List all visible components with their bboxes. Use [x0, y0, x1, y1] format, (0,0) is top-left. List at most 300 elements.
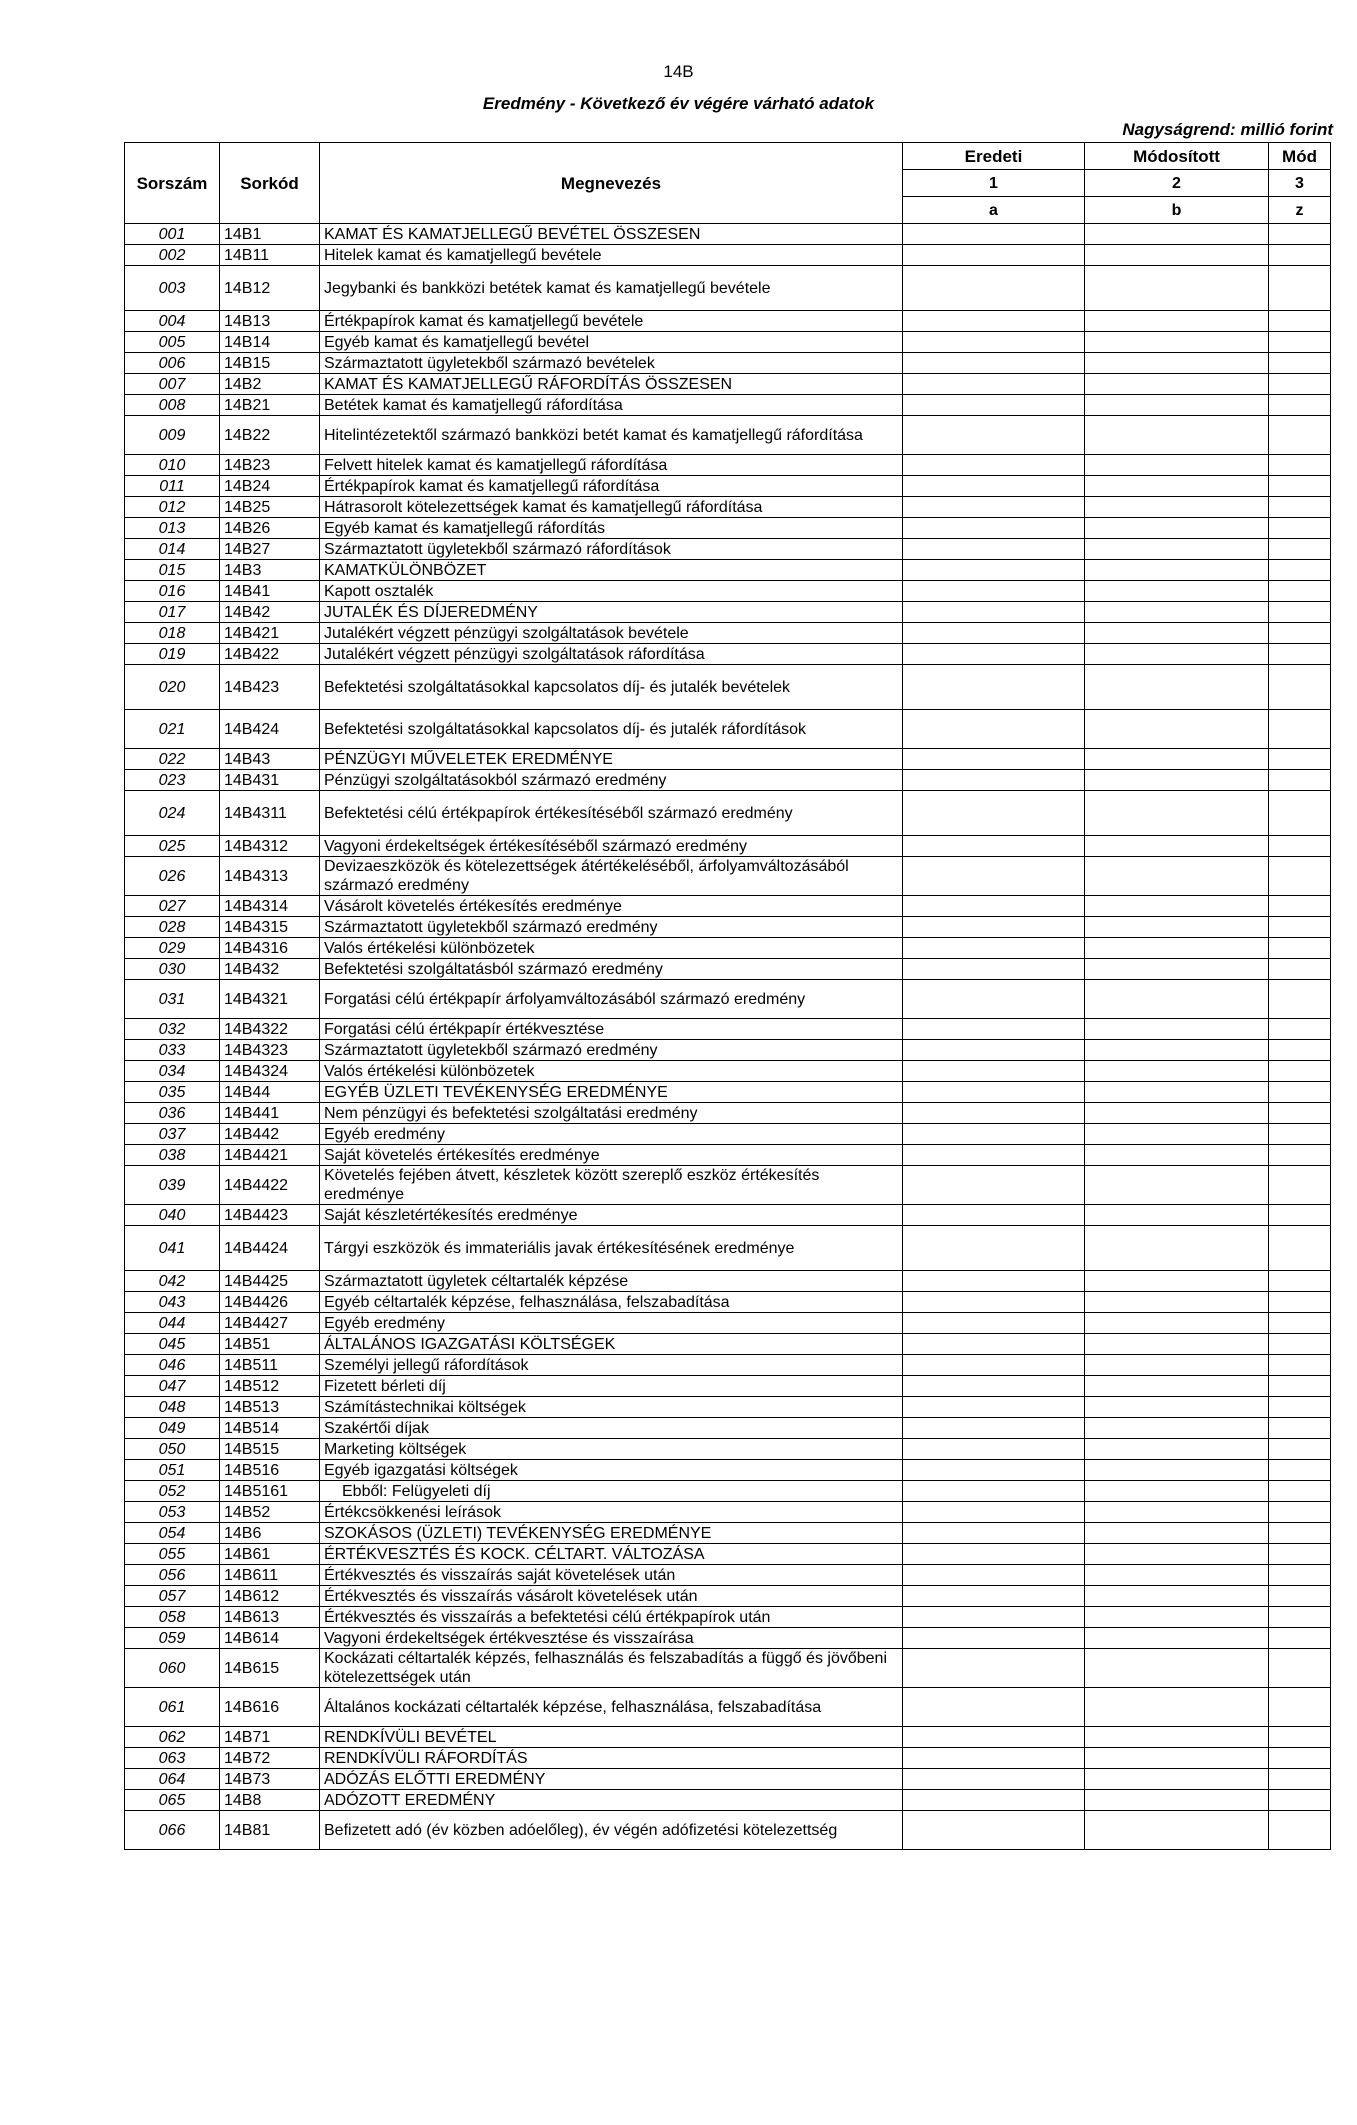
value-cell-modositott[interactable] — [1085, 1061, 1269, 1082]
table-row — [125, 1649, 1331, 1688]
value-cell-modositott[interactable] — [1085, 539, 1269, 560]
value-cell-modositott[interactable] — [1085, 836, 1269, 857]
value-cell-eredeti[interactable] — [903, 710, 1085, 749]
table-row — [125, 959, 1331, 980]
row-code: 14B4421 — [220, 1145, 320, 1166]
value-cell-eredeti[interactable] — [903, 1523, 1085, 1544]
row-name: ÁLTALÁNOS IGAZGATÁSI KÖLTSÉGEK — [320, 1334, 903, 1355]
value-cell-modositott[interactable] — [1085, 1460, 1269, 1481]
value-cell-mod[interactable] — [1269, 1523, 1331, 1544]
value-cell-mod[interactable] — [1269, 1334, 1331, 1355]
table-row — [125, 749, 1331, 770]
row-number: 004 — [125, 311, 220, 332]
row-number: 052 — [125, 1481, 220, 1502]
value-cell-eredeti[interactable] — [903, 896, 1085, 917]
table-row — [125, 332, 1331, 353]
table-row — [125, 665, 1331, 710]
value-cell-modositott[interactable] — [1085, 1481, 1269, 1502]
value-cell-eredeti[interactable] — [903, 1292, 1085, 1313]
table-row — [125, 623, 1331, 644]
value-cell-mod[interactable] — [1269, 749, 1331, 770]
value-cell-mod[interactable] — [1269, 1628, 1331, 1649]
header-eredeti: Eredeti — [903, 143, 1085, 170]
value-cell-mod[interactable] — [1269, 1586, 1331, 1607]
value-cell-modositott[interactable] — [1085, 374, 1269, 395]
value-cell-modositott[interactable] — [1085, 1688, 1269, 1727]
value-cell-eredeti[interactable] — [903, 1649, 1085, 1688]
value-cell-mod[interactable] — [1269, 623, 1331, 644]
value-cell-mod[interactable] — [1269, 644, 1331, 665]
value-cell-mod[interactable] — [1269, 332, 1331, 353]
value-cell-mod[interactable] — [1269, 857, 1331, 896]
value-cell-modositott[interactable] — [1085, 1271, 1269, 1292]
row-code: 14B4426 — [220, 1292, 320, 1313]
value-cell-modositott[interactable] — [1085, 581, 1269, 602]
value-cell-eredeti[interactable] — [903, 560, 1085, 581]
value-cell-modositott[interactable] — [1085, 602, 1269, 623]
value-cell-eredeti[interactable] — [903, 1040, 1085, 1061]
table-row — [125, 1688, 1331, 1727]
value-cell-eredeti[interactable] — [903, 1397, 1085, 1418]
value-cell-modositott[interactable] — [1085, 623, 1269, 644]
value-cell-eredeti[interactable] — [903, 1586, 1085, 1607]
row-code: 14B616 — [220, 1688, 320, 1727]
table-row — [125, 770, 1331, 791]
value-cell-mod[interactable] — [1269, 1145, 1331, 1166]
value-cell-modositott[interactable] — [1085, 1523, 1269, 1544]
header-col-letter: b — [1085, 197, 1269, 224]
value-cell-modositott[interactable] — [1085, 1586, 1269, 1607]
value-cell-modositott[interactable] — [1085, 476, 1269, 497]
row-code: 14B3 — [220, 560, 320, 581]
row-number: 035 — [125, 1082, 220, 1103]
row-name: Betétek kamat és kamatjellegű ráfordítása — [320, 395, 903, 416]
value-cell-mod[interactable] — [1269, 1460, 1331, 1481]
value-cell-eredeti[interactable] — [903, 1019, 1085, 1040]
value-cell-eredeti[interactable] — [903, 1205, 1085, 1226]
table-row — [125, 1313, 1331, 1334]
value-cell-mod[interactable] — [1269, 497, 1331, 518]
value-cell-modositott[interactable] — [1085, 1040, 1269, 1061]
row-number: 041 — [125, 1226, 220, 1271]
value-cell-eredeti[interactable] — [903, 311, 1085, 332]
header-sorszam: Sorszám — [125, 143, 220, 224]
row-number: 046 — [125, 1355, 220, 1376]
value-cell-modositott[interactable] — [1085, 1544, 1269, 1565]
row-number: 033 — [125, 1040, 220, 1061]
row-code: 14B81 — [220, 1811, 320, 1850]
value-cell-eredeti[interactable] — [903, 1460, 1085, 1481]
value-cell-modositott[interactable] — [1085, 1205, 1269, 1226]
value-cell-mod[interactable] — [1269, 1748, 1331, 1769]
row-code: 14B61 — [220, 1544, 320, 1565]
row-name: RENDKÍVÜLI RÁFORDÍTÁS — [320, 1748, 903, 1769]
table-row — [125, 581, 1331, 602]
value-cell-mod[interactable] — [1269, 224, 1331, 245]
value-cell-eredeti[interactable] — [903, 602, 1085, 623]
value-cell-eredeti[interactable] — [903, 917, 1085, 938]
value-cell-modositott[interactable] — [1085, 896, 1269, 917]
value-cell-mod[interactable] — [1269, 1082, 1331, 1103]
value-cell-eredeti[interactable] — [903, 1790, 1085, 1811]
value-cell-mod[interactable] — [1269, 539, 1331, 560]
table-row — [125, 560, 1331, 581]
row-name: Befektetési szolgáltatásból származó eredmény — [320, 959, 903, 980]
row-number: 020 — [125, 665, 220, 710]
value-cell-modositott[interactable] — [1085, 455, 1269, 476]
value-cell-mod[interactable] — [1269, 938, 1331, 959]
row-name: Kapott osztalék — [320, 581, 903, 602]
value-cell-eredeti[interactable] — [903, 749, 1085, 770]
value-cell-mod[interactable] — [1269, 1271, 1331, 1292]
row-code: 14B4422 — [220, 1166, 320, 1205]
table-row — [125, 1205, 1331, 1226]
value-cell-mod[interactable] — [1269, 1418, 1331, 1439]
value-cell-modositott[interactable] — [1085, 1124, 1269, 1145]
value-cell-modositott[interactable] — [1085, 1727, 1269, 1748]
row-number: 031 — [125, 980, 220, 1019]
value-cell-mod[interactable] — [1269, 917, 1331, 938]
row-code: 14B515 — [220, 1439, 320, 1460]
value-cell-modositott[interactable] — [1085, 791, 1269, 836]
row-name: Személyi jellegű ráfordítások — [320, 1355, 903, 1376]
value-cell-eredeti[interactable] — [903, 1226, 1085, 1271]
value-cell-modositott[interactable] — [1085, 1019, 1269, 1040]
table-row — [125, 1607, 1331, 1628]
value-cell-modositott[interactable] — [1085, 959, 1269, 980]
value-cell-eredeti[interactable] — [903, 1313, 1085, 1334]
value-cell-modositott[interactable] — [1085, 710, 1269, 749]
row-number: 028 — [125, 917, 220, 938]
value-cell-modositott[interactable] — [1085, 980, 1269, 1019]
value-cell-eredeti[interactable] — [903, 1061, 1085, 1082]
table-row — [125, 938, 1331, 959]
value-cell-eredeti[interactable] — [903, 1811, 1085, 1850]
table-row — [125, 1460, 1331, 1481]
row-number: 002 — [125, 245, 220, 266]
value-cell-mod[interactable] — [1269, 416, 1331, 455]
row-code: 14B1 — [220, 224, 320, 245]
value-cell-eredeti[interactable] — [903, 1334, 1085, 1355]
value-cell-eredeti[interactable] — [903, 1481, 1085, 1502]
value-cell-eredeti[interactable] — [903, 476, 1085, 497]
row-number: 040 — [125, 1205, 220, 1226]
value-cell-mod[interactable] — [1269, 1355, 1331, 1376]
value-cell-modositott[interactable] — [1085, 1811, 1269, 1850]
value-cell-eredeti[interactable] — [903, 224, 1085, 245]
value-cell-eredeti[interactable] — [903, 497, 1085, 518]
value-cell-eredeti[interactable] — [903, 980, 1085, 1019]
table-row — [125, 791, 1331, 836]
value-cell-eredeti[interactable] — [903, 836, 1085, 857]
value-cell-mod[interactable] — [1269, 374, 1331, 395]
value-cell-mod[interactable] — [1269, 1103, 1331, 1124]
value-cell-mod[interactable] — [1269, 1811, 1331, 1850]
value-cell-modositott[interactable] — [1085, 518, 1269, 539]
table-row — [125, 1166, 1331, 1205]
value-cell-eredeti[interactable] — [903, 1688, 1085, 1727]
row-name: Befektetési szolgáltatásokkal kapcsolatos díj- és jutalék bevételek — [320, 665, 903, 710]
row-name: Jutalékért végzett pénzügyi szolgáltatások bevétele — [320, 623, 903, 644]
row-name: Befektetési szolgáltatásokkal kapcsolatos díj- és jutalék ráfordítások — [320, 710, 903, 749]
table-row — [125, 1040, 1331, 1061]
value-cell-modositott[interactable] — [1085, 1418, 1269, 1439]
value-cell-modositott[interactable] — [1085, 497, 1269, 518]
value-cell-modositott[interactable] — [1085, 1790, 1269, 1811]
value-cell-mod[interactable] — [1269, 959, 1331, 980]
value-cell-mod[interactable] — [1269, 353, 1331, 374]
row-code: 14B516 — [220, 1460, 320, 1481]
value-cell-eredeti[interactable] — [903, 1355, 1085, 1376]
row-name: Forgatási célú értékpapír értékvesztése — [320, 1019, 903, 1040]
value-cell-eredeti[interactable] — [903, 539, 1085, 560]
value-cell-mod[interactable] — [1269, 665, 1331, 710]
value-cell-mod[interactable] — [1269, 1481, 1331, 1502]
value-cell-modositott[interactable] — [1085, 332, 1269, 353]
value-cell-modositott[interactable] — [1085, 560, 1269, 581]
value-cell-modositott[interactable] — [1085, 1769, 1269, 1790]
table-row — [125, 1334, 1331, 1355]
row-code: 14B21 — [220, 395, 320, 416]
row-number: 015 — [125, 560, 220, 581]
table-row — [125, 395, 1331, 416]
value-cell-modositott[interactable] — [1085, 1376, 1269, 1397]
value-cell-modositott[interactable] — [1085, 1502, 1269, 1523]
value-cell-mod[interactable] — [1269, 1124, 1331, 1145]
value-cell-mod[interactable] — [1269, 395, 1331, 416]
header-col-letter: a — [903, 197, 1085, 224]
value-cell-eredeti[interactable] — [903, 959, 1085, 980]
value-cell-eredeti[interactable] — [903, 1727, 1085, 1748]
value-cell-modositott[interactable] — [1085, 1439, 1269, 1460]
value-cell-eredeti[interactable] — [903, 245, 1085, 266]
value-cell-eredeti[interactable] — [903, 1628, 1085, 1649]
value-cell-mod[interactable] — [1269, 1166, 1331, 1205]
value-cell-mod[interactable] — [1269, 581, 1331, 602]
value-cell-mod[interactable] — [1269, 710, 1331, 749]
value-cell-mod[interactable] — [1269, 1040, 1331, 1061]
value-cell-mod[interactable] — [1269, 1727, 1331, 1748]
value-cell-eredeti[interactable] — [903, 1103, 1085, 1124]
value-cell-mod[interactable] — [1269, 1061, 1331, 1082]
row-name: Befizetett adó (év közben adóelőleg), év végén adófizetési kötelezettség — [320, 1811, 903, 1850]
value-cell-modositott[interactable] — [1085, 1226, 1269, 1271]
value-cell-eredeti[interactable] — [903, 1502, 1085, 1523]
value-cell-eredeti[interactable] — [903, 332, 1085, 353]
row-code: 14B13 — [220, 311, 320, 332]
row-code: 14B4314 — [220, 896, 320, 917]
value-cell-mod[interactable] — [1269, 1019, 1331, 1040]
value-cell-mod[interactable] — [1269, 1376, 1331, 1397]
row-number: 039 — [125, 1166, 220, 1205]
row-number: 022 — [125, 749, 220, 770]
value-cell-eredeti[interactable] — [903, 1418, 1085, 1439]
value-cell-mod[interactable] — [1269, 1688, 1331, 1727]
table-row — [125, 1544, 1331, 1565]
value-cell-mod[interactable] — [1269, 791, 1331, 836]
table-row — [125, 1103, 1331, 1124]
table-row — [125, 1418, 1331, 1439]
value-cell-mod[interactable] — [1269, 980, 1331, 1019]
value-cell-eredeti[interactable] — [903, 1145, 1085, 1166]
row-name: Származtatott ügyletekből származó eredmény — [320, 1040, 903, 1061]
value-cell-modositott[interactable] — [1085, 857, 1269, 896]
value-cell-modositott[interactable] — [1085, 1103, 1269, 1124]
row-name: KAMAT ÉS KAMATJELLEGŰ RÁFORDÍTÁS ÖSSZESEN — [320, 374, 903, 395]
value-cell-eredeti[interactable] — [903, 1565, 1085, 1586]
value-cell-eredeti[interactable] — [903, 395, 1085, 416]
table-row — [125, 836, 1331, 857]
value-cell-modositott[interactable] — [1085, 416, 1269, 455]
value-cell-mod[interactable] — [1269, 455, 1331, 476]
value-cell-eredeti[interactable] — [903, 770, 1085, 791]
value-cell-eredeti[interactable] — [903, 857, 1085, 896]
row-name: Számítástechnikai költségek — [320, 1397, 903, 1418]
value-cell-mod[interactable] — [1269, 518, 1331, 539]
value-cell-eredeti[interactable] — [903, 1769, 1085, 1790]
value-cell-mod[interactable] — [1269, 1544, 1331, 1565]
value-cell-modositott[interactable] — [1085, 1334, 1269, 1355]
value-cell-mod[interactable] — [1269, 836, 1331, 857]
value-cell-modositott[interactable] — [1085, 1649, 1269, 1688]
value-cell-modositott[interactable] — [1085, 266, 1269, 311]
value-cell-modositott[interactable] — [1085, 1145, 1269, 1166]
value-cell-mod[interactable] — [1269, 245, 1331, 266]
value-cell-mod[interactable] — [1269, 602, 1331, 623]
row-name: Vagyoni érdekeltségek értékvesztése és visszaírása — [320, 1628, 903, 1649]
value-cell-modositott[interactable] — [1085, 311, 1269, 332]
value-cell-modositott[interactable] — [1085, 1292, 1269, 1313]
row-number: 007 — [125, 374, 220, 395]
value-cell-mod[interactable] — [1269, 1502, 1331, 1523]
table-row — [125, 1292, 1331, 1313]
value-cell-eredeti[interactable] — [903, 581, 1085, 602]
row-name: Nem pénzügyi és befektetési szolgáltatási eredmény — [320, 1103, 903, 1124]
value-cell-mod[interactable] — [1269, 560, 1331, 581]
row-number: 057 — [125, 1586, 220, 1607]
row-code: 14B22 — [220, 416, 320, 455]
row-number: 013 — [125, 518, 220, 539]
value-cell-modositott[interactable] — [1085, 938, 1269, 959]
value-cell-eredeti[interactable] — [903, 374, 1085, 395]
table-row — [125, 1355, 1331, 1376]
value-cell-modositott[interactable] — [1085, 1355, 1269, 1376]
table-row — [125, 1502, 1331, 1523]
table-row — [125, 917, 1331, 938]
row-code: 14B12 — [220, 266, 320, 311]
row-code: 14B44 — [220, 1082, 320, 1103]
value-cell-mod[interactable] — [1269, 1397, 1331, 1418]
value-cell-mod[interactable] — [1269, 1769, 1331, 1790]
value-cell-eredeti[interactable] — [903, 791, 1085, 836]
row-name: Pénzügyi szolgáltatásokból származó eredmény — [320, 770, 903, 791]
value-cell-modositott[interactable] — [1085, 1748, 1269, 1769]
row-number: 048 — [125, 1397, 220, 1418]
value-cell-eredeti[interactable] — [903, 1271, 1085, 1292]
table-row — [125, 644, 1331, 665]
value-cell-eredeti[interactable] — [903, 416, 1085, 455]
value-cell-modositott[interactable] — [1085, 353, 1269, 374]
row-code: 14B4424 — [220, 1226, 320, 1271]
row-name: Marketing költségek — [320, 1439, 903, 1460]
value-cell-eredeti[interactable] — [903, 623, 1085, 644]
value-cell-mod[interactable] — [1269, 1205, 1331, 1226]
value-cell-modositott[interactable] — [1085, 395, 1269, 416]
value-cell-modositott[interactable] — [1085, 749, 1269, 770]
value-cell-mod[interactable] — [1269, 1292, 1331, 1313]
value-cell-mod[interactable] — [1269, 1226, 1331, 1271]
value-cell-modositott[interactable] — [1085, 1397, 1269, 1418]
header-sorkod: Sorkód — [220, 143, 320, 224]
value-cell-eredeti[interactable] — [903, 1082, 1085, 1103]
row-number: 009 — [125, 416, 220, 455]
value-cell-mod[interactable] — [1269, 1565, 1331, 1586]
value-cell-eredeti[interactable] — [903, 353, 1085, 374]
value-cell-mod[interactable] — [1269, 770, 1331, 791]
value-cell-mod[interactable] — [1269, 1607, 1331, 1628]
row-code: 14B422 — [220, 644, 320, 665]
table-row — [125, 1565, 1331, 1586]
value-cell-eredeti[interactable] — [903, 1439, 1085, 1460]
value-cell-mod[interactable] — [1269, 896, 1331, 917]
row-code: 14B4321 — [220, 980, 320, 1019]
value-cell-modositott[interactable] — [1085, 1313, 1269, 1334]
value-cell-modositott[interactable] — [1085, 1082, 1269, 1103]
value-cell-mod[interactable] — [1269, 1790, 1331, 1811]
row-name: Származtatott ügyletekből származó eredmény — [320, 917, 903, 938]
value-cell-eredeti[interactable] — [903, 1376, 1085, 1397]
table-row — [125, 1769, 1331, 1790]
value-cell-modositott[interactable] — [1085, 917, 1269, 938]
row-number: 060 — [125, 1649, 220, 1688]
value-cell-eredeti[interactable] — [903, 1748, 1085, 1769]
value-cell-eredeti[interactable] — [903, 455, 1085, 476]
value-cell-mod[interactable] — [1269, 1313, 1331, 1334]
value-cell-eredeti[interactable] — [903, 1124, 1085, 1145]
value-cell-eredeti[interactable] — [903, 938, 1085, 959]
value-cell-mod[interactable] — [1269, 266, 1331, 311]
value-cell-eredeti[interactable] — [903, 1607, 1085, 1628]
value-cell-modositott[interactable] — [1085, 644, 1269, 665]
row-name: Tárgyi eszközök és immateriális javak értékesítésének eredménye — [320, 1226, 903, 1271]
value-cell-mod[interactable] — [1269, 1439, 1331, 1460]
value-cell-modositott[interactable] — [1085, 224, 1269, 245]
value-cell-mod[interactable] — [1269, 311, 1331, 332]
value-cell-mod[interactable] — [1269, 1649, 1331, 1688]
value-cell-eredeti[interactable] — [903, 518, 1085, 539]
value-cell-modositott[interactable] — [1085, 245, 1269, 266]
value-cell-eredeti[interactable] — [903, 266, 1085, 311]
row-code: 14B4316 — [220, 938, 320, 959]
value-cell-mod[interactable] — [1269, 476, 1331, 497]
table-row — [125, 416, 1331, 455]
row-name: Értékcsökkenési leírások — [320, 1502, 903, 1523]
value-cell-modositott[interactable] — [1085, 665, 1269, 710]
value-cell-modositott[interactable] — [1085, 770, 1269, 791]
row-number: 014 — [125, 539, 220, 560]
row-code: 14B27 — [220, 539, 320, 560]
value-cell-eredeti[interactable] — [903, 644, 1085, 665]
value-cell-eredeti[interactable] — [903, 1166, 1085, 1205]
row-code: 14B5161 — [220, 1481, 320, 1502]
value-cell-eredeti[interactable] — [903, 665, 1085, 710]
value-cell-modositott[interactable] — [1085, 1628, 1269, 1649]
value-cell-eredeti[interactable] — [903, 1544, 1085, 1565]
value-cell-modositott[interactable] — [1085, 1166, 1269, 1205]
value-cell-modositott[interactable] — [1085, 1565, 1269, 1586]
row-code: 14B4313 — [220, 857, 320, 896]
value-cell-modositott[interactable] — [1085, 1607, 1269, 1628]
